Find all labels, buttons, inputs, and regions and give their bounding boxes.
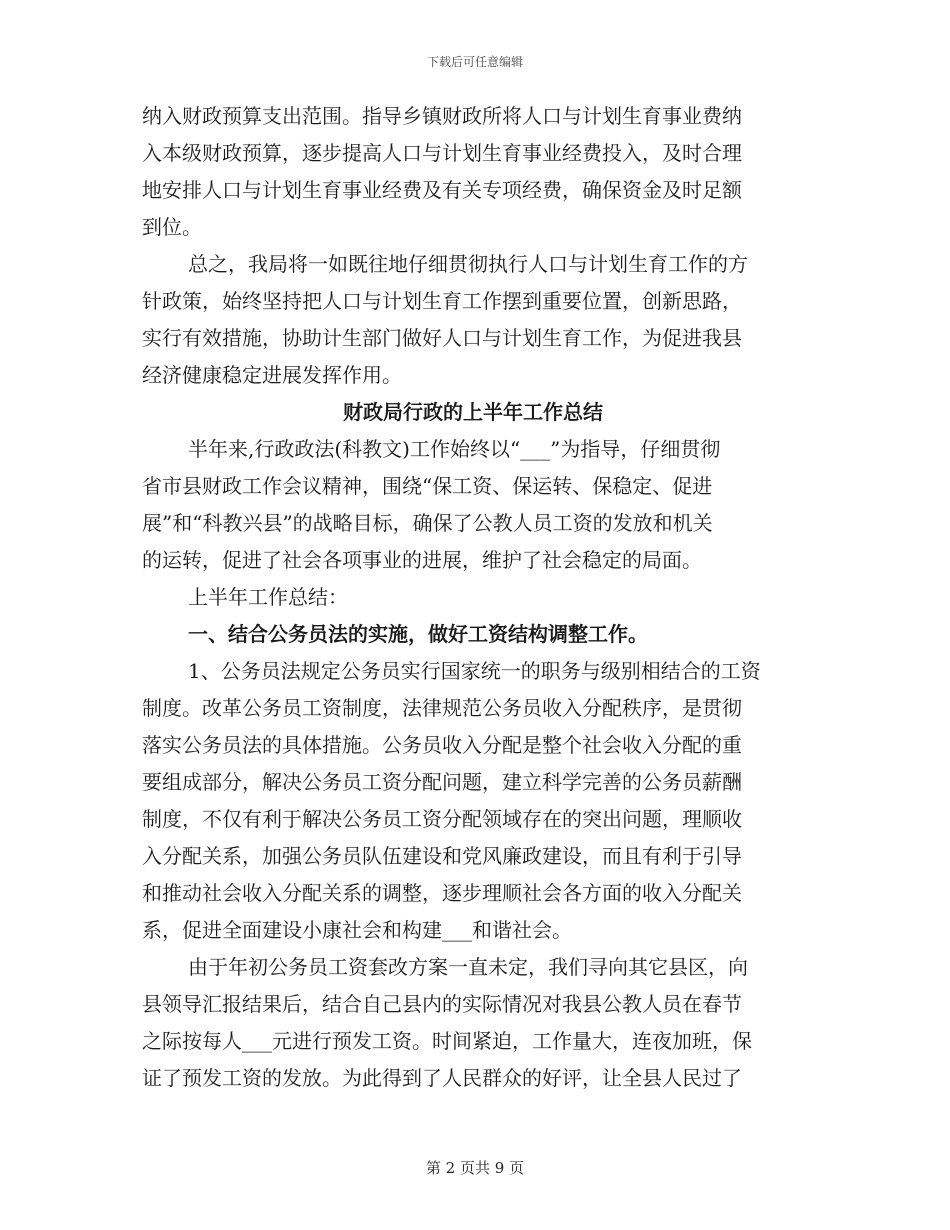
text-line: 要组成部分，解决公务员工资分配问题，建立科学完善的公务员薪酬 [142,770,742,794]
text-line: 制度，不仅有利于解决公务员工资分配领域存在的突出问题，理顺收 [142,807,742,831]
text-line: 总之，我局将一如既往地仔细贯彻执行人口与计划生育工作的方 [188,252,748,276]
text-line: 纳入财政预算支出范围。指导乡镇财政所将人口与计划生育事业费纳 [142,104,742,128]
text-line: 入分配关系，加强公务员队伍建设和党风廉政建设，而且有利于引导 [142,844,742,868]
page-header: 下载后可任意编辑 [426,55,523,69]
text-line: 和推动社会收入分配关系的调整，逐步理顺社会各方面的收入分配关 [142,881,742,905]
text-line: 县领导汇报结果后，结合自己县内的实际情况对我县公教人员在春节 [142,992,742,1016]
text-line: 之际按每人___元进行预发工资。时间紧迫，工作量大，连夜加班，保 [142,1029,752,1053]
text-line: 系，促进全面建设小康社会和构建___和谐社会。 [142,918,572,942]
text-line: 落实公务员法的具体措施。公务员收入分配是整个社会收入分配的重 [142,733,742,757]
text-line: 证了预发工资的发放。为此得到了人民群众的好评，让全县人民过了 [142,1066,742,1090]
text-line: 上半年工作总结： [188,585,348,609]
text-line: 展”和“科教兴县”的战略目标，确保了公教人员工资的发放和机关 [142,511,713,535]
text-line: 半年来,行政政法(科教文)工作始终以“___”为指导，仔细贯彻 [188,437,721,461]
text-line: 地安排人口与计划生育事业经费及有关专项经费，确保资金及时足额 [142,178,742,202]
text-line: 入本级财政预算，逐步提高人口与计划生育事业经费投入，及时合理 [142,141,742,165]
text-line: 制度。改革公务员工资制度，法律规范公务员收入分配秩序，是贯彻 [142,696,742,720]
text-line: 到位。 [142,215,202,239]
section-title: 财政局行政的上半年工作总结 [343,400,603,424]
text-line: 针政策，始终坚持把人口与计划生育工作摆到重要位置，创新思路， [142,289,742,313]
document-body [142,98,804,1097]
page-footer: 第 2 页共 9 页 [425,1159,525,1177]
text-line: 实行有效措施，协助计生部门做好人口与计划生育工作，为促进我县 [142,326,742,350]
text-line: 1、公务员法规定公务员实行国家统一的职务与级别相结合的工资 [188,659,761,683]
text-line: 的运转，促进了社会各项事业的进展，维护了社会稳定的局面。 [142,548,702,572]
section-heading: 一、结合公务员法的实施，做好工资结构调整工作。 [188,622,648,646]
text-line: 由于年初公务员工资套改方案一直未定，我们寻向其它县区，向 [188,955,748,979]
text-line: 经济健康稳定进展发挥作用。 [142,363,402,387]
text-line: 省市县财政工作会议精神，围绕“保工资、保运转、保稳定、促进 [142,474,713,498]
